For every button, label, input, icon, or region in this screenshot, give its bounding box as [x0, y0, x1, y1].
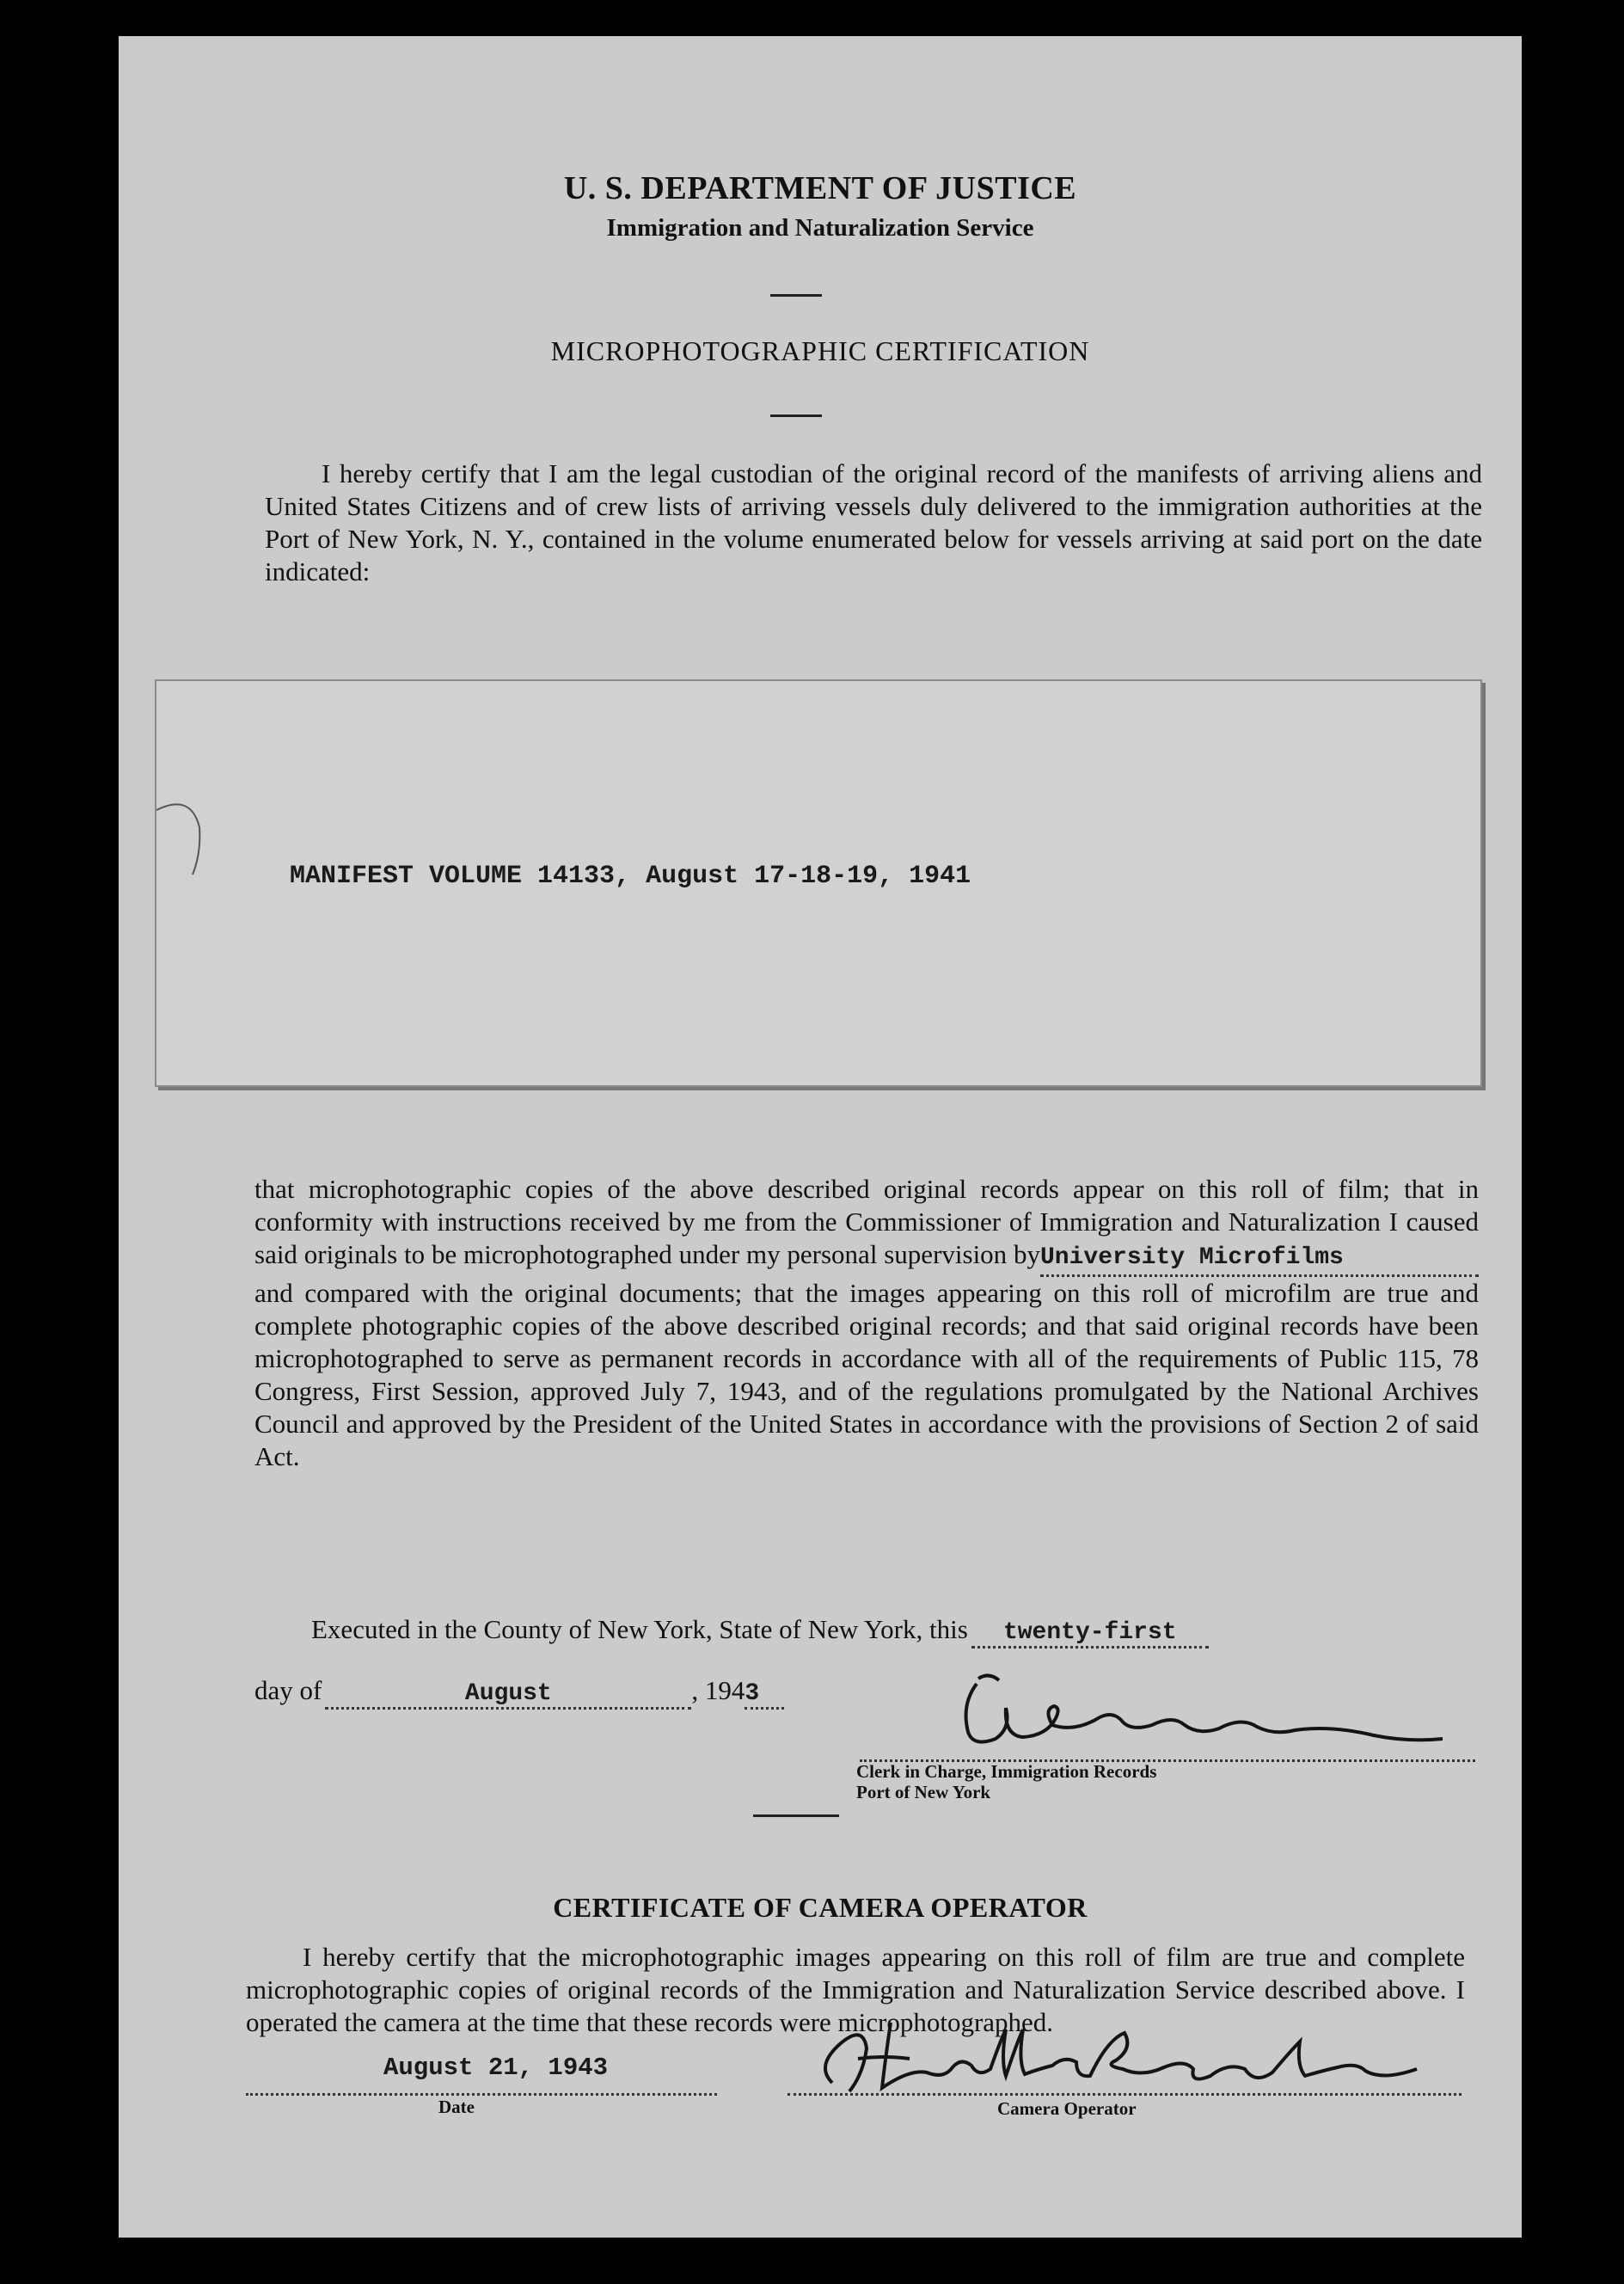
certification-title: MICROPHOTOGRAPHIC CERTIFICATION [550, 335, 1090, 366]
service-subheading: Immigration and Naturalization Service [606, 214, 1034, 242]
certificate-page [119, 36, 1522, 2238]
operator-signature [781, 2005, 1468, 2100]
body-paragraph [254, 1173, 1479, 1473]
clerk-title-line1: Clerk in Charge, Immigration Records [856, 1761, 1157, 1782]
date-label: Date [438, 2097, 475, 2117]
divider-top [770, 294, 822, 297]
day-of-label: day of [254, 1675, 322, 1705]
day-of-line [254, 1675, 784, 1710]
executed-day-value: twenty-first [1002, 1619, 1177, 1646]
camera-heading: CERTIFICATE OF CAMERA OPERATOR [553, 1892, 1088, 1923]
body-text-start: that microphotographic copies of the above described original records appear on this roll of film; that in conformity with instructions received by me from the Commissioner of Immigration and Naturalization I caused said originals to be microphotographed under my personal supervision by [254, 1174, 1479, 1269]
executed-day-field [971, 1614, 1209, 1649]
filmer-value: University Microfilms [1040, 1244, 1344, 1271]
month-field [325, 1675, 691, 1710]
clerk-title-line2: Port of New York [856, 1782, 991, 1802]
paper-curl-mark [148, 784, 217, 887]
divider-title [770, 414, 822, 417]
intro-text: I hereby certify that I am the legal custodian of the original record of the manifests of arriving aliens and United States Citizens and of crew lists of arriving vessels duly delivered to the immigration authorities at the Port of New York, N. Y., contained in the volume enumerated below for vessels arriving at said port on the date indicated: [265, 458, 1482, 586]
record-box [155, 679, 1482, 1087]
divider-camera [753, 1814, 839, 1817]
date-line [246, 2084, 717, 2096]
year-digit: 3 [745, 1680, 760, 1707]
year-prefix: , 194 [691, 1675, 745, 1705]
body-text-end: and compared with the original documents; that the images appearing on this roll of microfilm are true and complete photographic copies of the above described original records; and that said original records have been microphotographed to serve as permanent records in accordance with all of the requirements of Public 115, 78 Congress, First Session, approved July 7, 1943, and of the regulations promulgated by the National Archives Council and approved by the President of the United States in accordance with the provisions of Section 2 of said Act. [254, 1278, 1479, 1471]
executed-line [311, 1614, 1209, 1649]
clerk-signature [927, 1653, 1477, 1765]
date-value: August 21, 1943 [383, 2054, 609, 2082]
year-field [745, 1675, 784, 1710]
month-value: August [464, 1680, 552, 1707]
filmer-field [1040, 1238, 1479, 1277]
clerk-title [856, 1761, 1156, 1802]
executed-prefix: Executed in the County of New York, State of New York, this [311, 1614, 968, 1644]
department-heading: U. S. DEPARTMENT OF JUSTICE [563, 170, 1077, 206]
camera-text: I hereby certify that the microphotographic images appearing on this roll of film are true and complete microphotographic copies of original records of the Immigration and Naturalization Service described above. I operated the camera at the time that these records were microphotographed. [246, 1942, 1465, 2037]
operator-label: Camera Operator [997, 2098, 1137, 2119]
manifest-volume-entry: MANIFEST VOLUME 14133, August 17-18-19, 1941 [290, 862, 971, 891]
intro-paragraph [265, 457, 1482, 588]
